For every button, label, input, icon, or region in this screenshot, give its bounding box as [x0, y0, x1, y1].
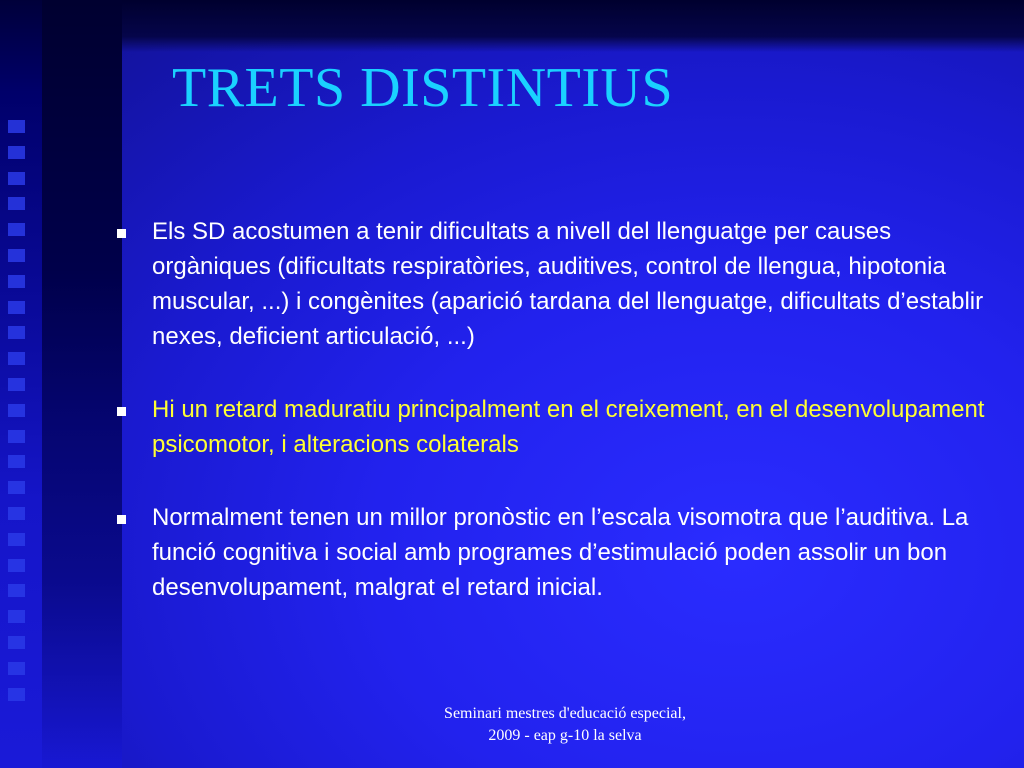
top-decorative-band: [122, 0, 1024, 52]
footer-line-1: Seminari mestres d'educació especial,: [444, 705, 686, 722]
decorative-square: [8, 610, 25, 623]
bullet-text: Hi un retard maduratiu principalment en el creixement, en el desenvolupament psicomotor, i alteracions colaterals: [152, 396, 985, 458]
decorative-square: [8, 120, 25, 133]
decorative-square: [8, 455, 25, 468]
decorative-square: [8, 404, 25, 417]
bullet-list: [112, 214, 992, 643]
decorative-square: [8, 507, 25, 520]
decorative-square: [8, 172, 25, 185]
decorative-square: [8, 301, 25, 314]
bullet-item-1: [112, 214, 992, 354]
decorative-square: [8, 378, 25, 391]
decorative-square: [8, 533, 25, 546]
decorative-square: [8, 559, 25, 572]
slide-title: TRETS DISTINTIUS: [172, 57, 674, 119]
bullet-text: Els SD acostumen a tenir dificultats a nivell del llenguatge per causes orgàniques (dificultats respiratòries, auditives, control de llengua, hipotonia muscular, ...) i congènites (aparició tardana del llenguatge, dificultats d’establir nexes, deficient articulació, ...): [152, 218, 984, 350]
bullet-text: Normalment tenen un millor pronòstic en l’escala visomotra que l’auditiva. La funció cognitiva i social amb programes d’estimulació poden assolir un bon desenvolupament, malgrat el retard inicial.: [152, 504, 969, 601]
decorative-square: [8, 249, 25, 262]
decorative-square: [8, 352, 25, 365]
decorative-square: [8, 662, 25, 675]
bullet-item-3: [112, 500, 992, 605]
decorative-square: [8, 275, 25, 288]
slide-footer: [370, 703, 760, 747]
decorative-square: [8, 481, 25, 494]
decorative-square: [8, 146, 25, 159]
square-bullet-icon: [117, 515, 126, 524]
decorative-square: [8, 197, 25, 210]
decorative-square: [8, 326, 25, 339]
decorative-squares-column: [8, 120, 38, 720]
decorative-square: [8, 430, 25, 443]
square-bullet-icon: [117, 229, 126, 238]
bullet-item-2: [112, 392, 992, 462]
decorative-square: [8, 584, 25, 597]
decorative-square: [8, 636, 25, 649]
decorative-square: [8, 223, 25, 236]
footer-line-2: 2009 - eap g-10 la selva: [488, 727, 642, 744]
decorative-square: [8, 688, 25, 701]
square-bullet-icon: [117, 407, 126, 416]
left-decorative-strip-shadow: [42, 0, 122, 768]
